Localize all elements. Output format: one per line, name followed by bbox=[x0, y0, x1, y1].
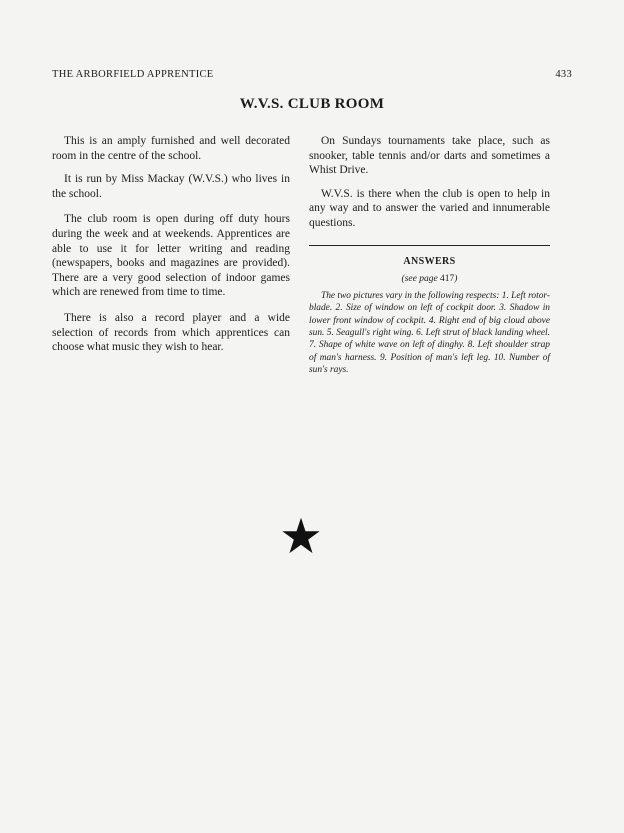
reference-page-number: 417 bbox=[440, 274, 455, 285]
reference-prefix: (see page bbox=[401, 274, 441, 285]
left-column bbox=[52, 134, 290, 364]
reference-suffix: ) bbox=[454, 274, 458, 285]
star-icon bbox=[282, 517, 320, 555]
answers-page-reference bbox=[309, 272, 550, 287]
paragraph: W.V.S. is there when the club is open to help in any way and to answer the varied and innumerable questions. bbox=[309, 187, 550, 229]
paragraph: It is run by Miss Mackay (W.V.S.) who lives in the school. bbox=[52, 173, 290, 200]
paragraph: There is also a record player and a wide selection of records from which apprentices can choose what music they wish to hear. bbox=[52, 311, 290, 354]
paragraph: On Sundays tournaments take place, such as snooker, table tennis and/or darts and sometimes a Whist Drive. bbox=[309, 135, 550, 177]
answers-divider bbox=[309, 245, 550, 246]
paragraph: This is an amply furnished and well decorated room in the centre of the school. bbox=[52, 135, 290, 162]
running-header bbox=[52, 69, 572, 83]
star-shape bbox=[282, 518, 319, 553]
right-column bbox=[309, 134, 550, 386]
article-title: W.V.S. CLUB ROOM bbox=[239, 96, 385, 112]
page-number: 433 bbox=[555, 69, 572, 80]
answers-text: The two pictures vary in the following respects: 1. Left rotor-blade. 2. Size of window on left of cockpit door. 3. Shadow in lower front window of cockpit. 4. Right end of big cloud above sun. 5. Seagull's right wing. 6. Left strut of black landing wheel. 7. Shape of white wave on left of dinghy. 8. Left shoulder strap of man's harness. 9. Position of man's left leg. 10. Number of sun's rays. bbox=[309, 290, 550, 376]
answers-heading: ANSWERS bbox=[403, 255, 456, 267]
running-title: THE ARBORFIELD APPRENTICE bbox=[52, 69, 214, 80]
paragraph: The club room is open during off duty hours during the week and at weekends. Apprentices are able to use it for letter writing and reading (newspapers, books and magazines are provided). There are a very good selection of indoor games which are renewed from time to time. bbox=[52, 213, 290, 299]
